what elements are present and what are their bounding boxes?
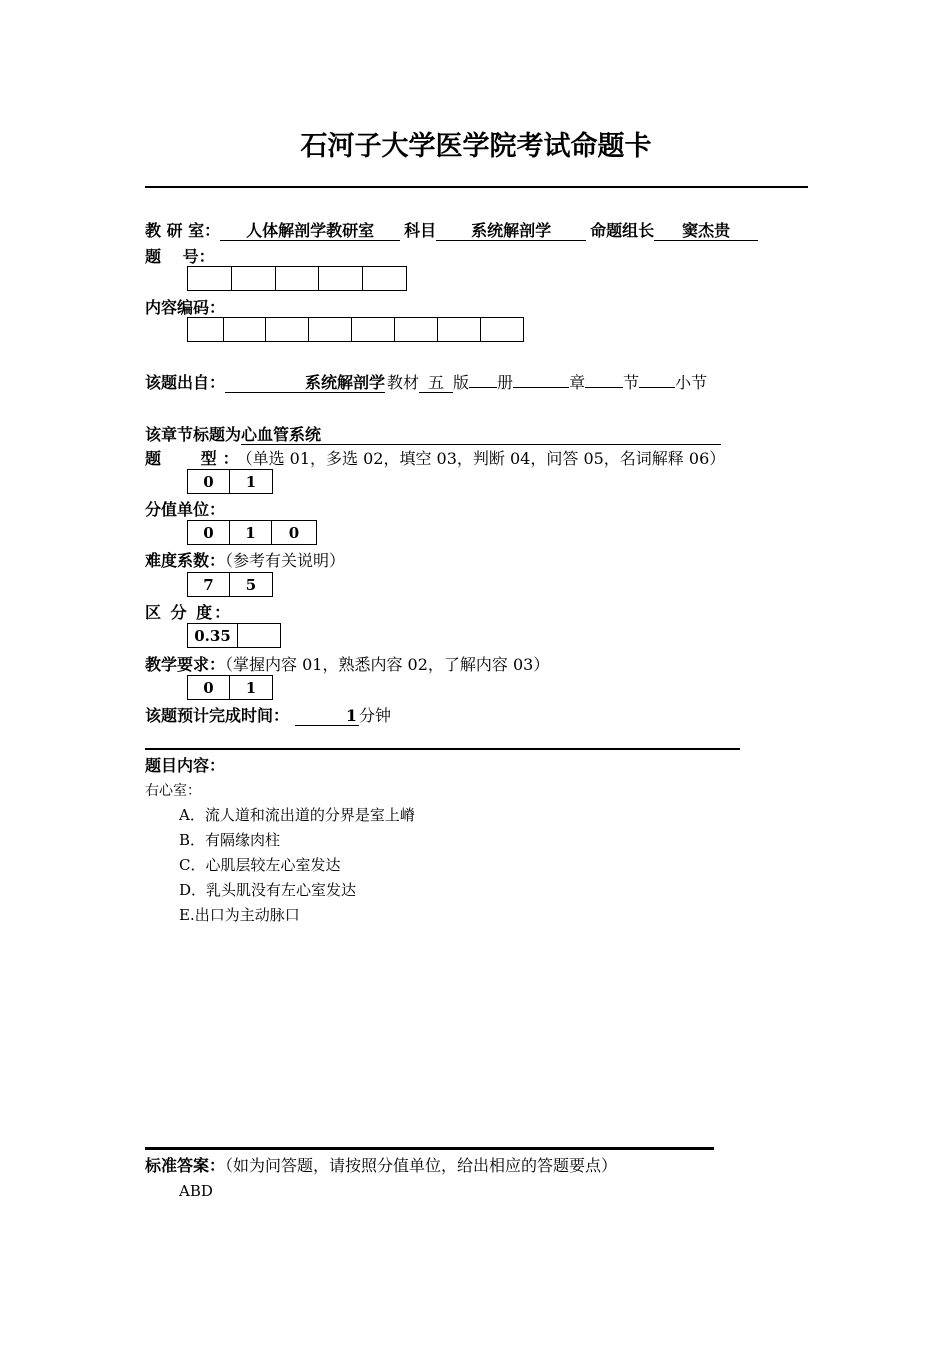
- chapter-value: [513, 387, 569, 388]
- volume-label: 册: [497, 373, 514, 392]
- question-type-cell[interactable]: 1: [245, 472, 257, 491]
- edition-value: 五: [419, 374, 453, 393]
- question-stem: 右心室：: [145, 783, 201, 799]
- content-divider: [145, 748, 740, 750]
- source-row: [145, 370, 707, 393]
- chapter-title-value: 心血管系统: [241, 426, 721, 445]
- question-no-cell[interactable]: [188, 267, 232, 290]
- answer-label: 标准答案：: [145, 1156, 226, 1175]
- option-a: A．流人道和流出道的分界是室上嵴: [179, 806, 415, 824]
- question-type-cell[interactable]: 0: [188, 470, 230, 493]
- difficulty-row: [145, 548, 345, 571]
- difficulty-label: 难度系数：: [145, 551, 226, 570]
- leader-label: 命题组长: [590, 221, 655, 240]
- question-no-cell[interactable]: [232, 267, 276, 290]
- content-code-cell[interactable]: [224, 318, 266, 341]
- question-no-label: 题 号：: [145, 247, 215, 266]
- content-code-cell[interactable]: [352, 318, 395, 341]
- question-type-hint: （单选 01，多选 02，填空 03，判断 04，问答 05，名词解释 06）: [244, 449, 726, 468]
- chapter-label: 章: [569, 373, 586, 392]
- answer-row: [145, 1153, 617, 1176]
- subsection-value: [639, 387, 675, 388]
- content-code-boxes: [187, 317, 524, 342]
- difficulty-cell[interactable]: 5: [245, 575, 257, 594]
- question-no-cell[interactable]: [276, 267, 319, 290]
- score-unit-cell[interactable]: 0: [288, 523, 300, 542]
- content-code-cell[interactable]: [309, 318, 352, 341]
- leader-value: 窦杰贵: [654, 222, 758, 241]
- difficulty-hint: （参考有关说明）: [225, 551, 346, 570]
- source-book: 系统解剖学: [225, 374, 385, 393]
- time-unit: 分钟: [359, 706, 392, 725]
- content-code-cell[interactable]: [438, 318, 481, 341]
- content-code-cell[interactable]: [481, 318, 523, 341]
- difficulty-boxes: [187, 572, 273, 597]
- question-type-label: 题 型：: [145, 449, 245, 468]
- title-divider: [145, 186, 808, 188]
- page-title: 石河子大学医学院考试命题卡: [300, 131, 652, 162]
- material-label: 教材: [387, 373, 420, 392]
- content-code-cell[interactable]: [395, 318, 438, 341]
- teaching-req-label: 教学要求：: [145, 655, 226, 674]
- content-code-label: 内容编码：: [145, 298, 226, 317]
- dept-label: 教 研 室：: [145, 221, 221, 240]
- time-row: [145, 703, 391, 726]
- teaching-req-cell[interactable]: 1: [245, 678, 257, 697]
- discrimination-cell[interactable]: 0.35: [188, 624, 238, 647]
- subsection-label: 小节: [675, 373, 708, 392]
- content-label: 题目内容：: [145, 756, 226, 775]
- question-no-boxes: [187, 266, 407, 291]
- score-unit-boxes: [187, 520, 317, 545]
- difficulty-cell[interactable]: 7: [188, 573, 230, 596]
- header-row: [145, 218, 758, 241]
- question-no-cell[interactable]: [319, 267, 363, 290]
- question-type-row: [145, 446, 725, 469]
- answer-hint: （如为问答题，请按照分值单位，给出相应的答题要点）: [225, 1156, 618, 1175]
- question-no-cell[interactable]: [363, 267, 406, 290]
- content-code-cell[interactable]: [188, 318, 224, 341]
- subject-value: 系统解剖学: [436, 222, 586, 241]
- chapter-title-label: 该章节标题为: [145, 425, 242, 444]
- score-unit-cell[interactable]: 0: [188, 521, 230, 544]
- teaching-req-cell[interactable]: 0: [188, 676, 230, 699]
- teaching-req-row: [145, 652, 549, 675]
- score-unit-label: 分值单位：: [145, 500, 226, 519]
- section-value: [585, 387, 623, 388]
- source-label: 该题出自：: [145, 373, 226, 392]
- volume-value: [469, 387, 497, 388]
- discrimination-cell[interactable]: [238, 624, 280, 647]
- option-d: D．乳头肌没有左心室发达: [179, 881, 357, 899]
- answer-divider: [145, 1147, 714, 1150]
- chapter-title-row: [145, 422, 721, 445]
- teaching-req-boxes: [187, 675, 273, 700]
- question-type-boxes: [187, 469, 273, 494]
- answer-value: ABD: [179, 1182, 213, 1200]
- discrimination-label: 区 分 度：: [145, 603, 233, 622]
- time-value: 1: [295, 707, 359, 726]
- edition-label: 版: [453, 373, 470, 392]
- option-e: E.出口为主动脉口: [179, 906, 300, 924]
- option-b: B．有隔缘肉柱: [179, 831, 281, 849]
- score-unit-cell[interactable]: 1: [230, 521, 272, 544]
- section-label: 节: [623, 373, 640, 392]
- option-c: C．心肌层较左心室发达: [179, 856, 341, 874]
- teaching-req-hint: （掌握内容 01，熟悉内容 02，了解内容 03）: [225, 655, 550, 674]
- content-code-cell[interactable]: [266, 318, 309, 341]
- time-label: 该题预计完成时间：: [145, 706, 290, 725]
- dept-value: 人体解剖学教研室: [220, 222, 400, 241]
- subject-label: 科目: [404, 221, 437, 240]
- discrimination-boxes: [187, 623, 281, 648]
